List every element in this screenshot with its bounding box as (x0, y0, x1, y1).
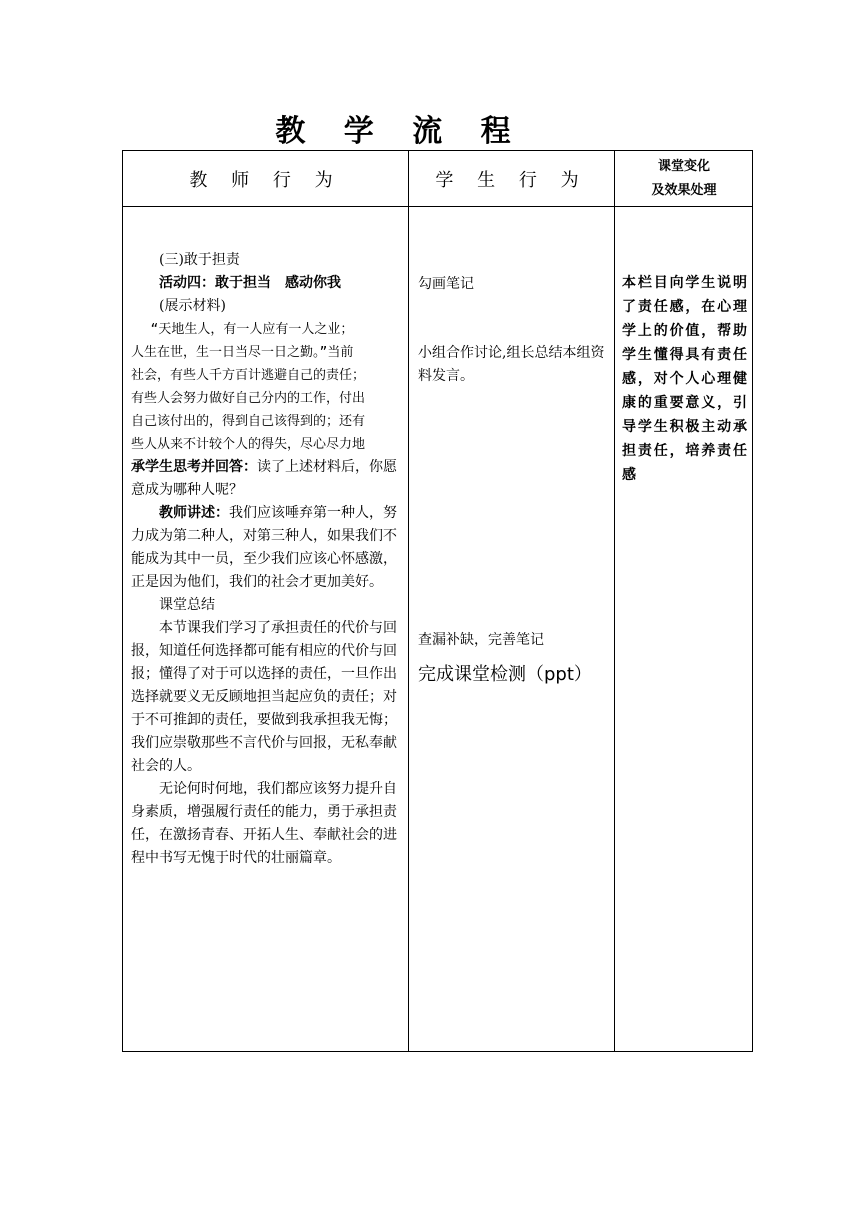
quote-line: 自己该付出的，得到自己该得到的；还有 (131, 414, 366, 429)
quote-line: 社会，有些人千方百计逃避自己的责任； (131, 368, 366, 383)
header-student: 学 生 行 为 (435, 169, 588, 191)
header-teacher: 教 师 行 为 (189, 169, 342, 191)
student-item-1: 勾画笔记 (418, 276, 474, 292)
activity-heading: 活动四：敢于担当 感动你我 (159, 275, 341, 291)
think-label: 承学生思考并回答： (131, 459, 257, 475)
quote-line: 人生在世，生一日当尽一日之勤。”当前 (131, 345, 354, 360)
lecture-label: 教师讲述： (159, 505, 229, 521)
summary-paragraph-1: 本节课我们学习了承担责任的代价与回报，知道任何选择都可能有相应的代价与回报；懂得了对于可以选择的责任，一旦作出选择就要义无反顾地担当起应负的责任；对于不可推卸的责任，要做到我承担我无悔；我们应崇敬那些不言代价与回报，无私奉献社会的人。 (131, 620, 397, 774)
teacher-column (123, 207, 408, 870)
material-label: (展示材料) (159, 298, 226, 314)
page-title: 教 学 流 程 (275, 114, 525, 149)
header-effect (615, 151, 753, 206)
header-effect-line1: 课堂变化 (657, 158, 710, 174)
effect-text: 本栏目向学生说明了责任感，在心理学上的价值，帮助学生懂得具有责任感，对个人心理健康的重要意义，引导学生积极主动承担责任，培养责任感 (622, 275, 747, 483)
student-item-4: 完成课堂检测（ppt） (418, 664, 592, 685)
student-column (409, 207, 614, 1053)
think-paragraph (131, 456, 402, 502)
summary-title: 课堂总结 (159, 597, 215, 613)
header-effect-line2: 及效果处理 (651, 182, 717, 198)
section-heading: (三)敢于担责 (159, 252, 240, 268)
summary-paragraph-2: 无论何时何地，我们都应该努力提升自身素质，增强履行责任的能力，勇于承担责任，在激扬青春、开拓人生、奉献社会的进程中书写无愧于时代的壮丽篇章。 (131, 781, 397, 866)
student-item-2: 小组合作讨论,组长总结本组资料发言。 (418, 345, 605, 384)
lesson-flow-table (122, 150, 753, 1052)
think-text: 读了上述材料后，你愿意成为哪种人呢？ (131, 459, 397, 498)
quote-block (131, 318, 402, 456)
lecture-text: 我们应该唾弃第一种人，努力成为第二种人，对第三种人，如果我们不能成为其中一员，至少我们应该心怀感激，正是因为他们，我们的社会才更加美好。 (131, 505, 397, 590)
effect-column (615, 207, 753, 487)
quote-line: 些人从来不计较个人的得失，尽心尽力地 (131, 437, 366, 452)
student-item-3: 查漏补缺，完善笔记 (418, 632, 544, 648)
quote-line: 有些人会努力做好自己分内的工作，付出 (131, 391, 366, 406)
quote-line: “天地生人，有一人应有一人之业； (150, 322, 354, 337)
lecture-paragraph (131, 502, 402, 594)
